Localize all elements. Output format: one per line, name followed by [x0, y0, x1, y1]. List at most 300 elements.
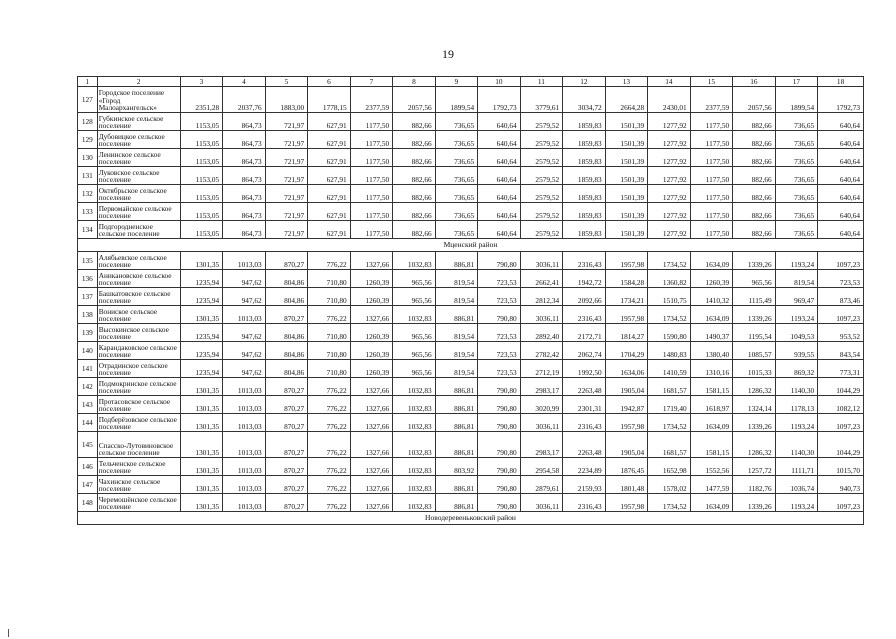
value-cell: 2712,19	[520, 360, 563, 378]
settlement-name: Алябьевское сельское поселение	[97, 252, 180, 270]
value-cell: 3034,72	[563, 87, 606, 113]
value-cell: 736,65	[775, 113, 818, 131]
row-number: 145	[78, 432, 98, 458]
header-cell: 8	[393, 77, 436, 87]
value-cell: 3036,11	[520, 306, 563, 324]
value-cell: 819,54	[435, 342, 478, 360]
value-cell: 1277,92	[648, 113, 691, 131]
section-row	[78, 239, 864, 252]
value-cell: 1013,03	[223, 306, 266, 324]
value-cell: 2579,52	[520, 167, 563, 185]
value-cell: 1301,35	[180, 414, 223, 432]
value-cell: 947,62	[223, 270, 266, 288]
value-cell: 1410,32	[690, 288, 733, 306]
value-cell: 819,54	[435, 288, 478, 306]
value-cell: 1859,83	[563, 185, 606, 203]
value-cell: 2263,48	[563, 378, 606, 396]
value-cell: 1177,50	[350, 149, 393, 167]
value-cell: 3779,61	[520, 87, 563, 113]
value-cell: 736,65	[435, 113, 478, 131]
value-cell: 2377,59	[350, 87, 393, 113]
value-cell: 1301,35	[180, 458, 223, 476]
value-cell: 640,64	[818, 221, 864, 239]
value-cell: 882,66	[733, 167, 776, 185]
value-cell: 1044,29	[818, 432, 864, 458]
value-cell: 710,80	[308, 342, 351, 360]
value-cell: 969,47	[775, 288, 818, 306]
value-cell: 1581,15	[690, 378, 733, 396]
value-cell: 1032,83	[393, 378, 436, 396]
value-cell: 843,54	[818, 342, 864, 360]
value-cell: 1590,80	[648, 324, 691, 342]
value-cell: 870,27	[265, 458, 308, 476]
value-cell: 804,86	[265, 288, 308, 306]
value-cell: 723,53	[478, 288, 521, 306]
page-number: 19	[442, 47, 454, 61]
value-cell: 1634,09	[690, 252, 733, 270]
value-cell: 886,81	[435, 476, 478, 494]
settlement-name: Первомайское сельское поселение	[97, 203, 180, 221]
table-row	[78, 306, 864, 324]
value-cell: 882,66	[393, 185, 436, 203]
value-cell: 1013,03	[223, 252, 266, 270]
value-cell: 776,22	[308, 458, 351, 476]
header-cell: 2	[97, 77, 180, 87]
table-row	[78, 458, 864, 476]
value-cell: 1235,94	[180, 324, 223, 342]
value-cell: 1327,66	[350, 306, 393, 324]
row-number: 130	[78, 149, 98, 167]
value-cell: 2159,93	[563, 476, 606, 494]
table-row	[78, 113, 864, 131]
value-cell: 640,64	[818, 167, 864, 185]
value-cell: 776,22	[308, 306, 351, 324]
value-cell: 1260,39	[350, 288, 393, 306]
value-cell: 1634,09	[690, 414, 733, 432]
value-cell: 1277,92	[648, 203, 691, 221]
settlement-name: Ленинское сельское поселение	[97, 149, 180, 167]
value-cell: 1032,83	[393, 414, 436, 432]
header-cell: 12	[563, 77, 606, 87]
value-cell: 1260,39	[350, 324, 393, 342]
value-cell: 947,62	[223, 288, 266, 306]
value-cell: 1044,29	[818, 378, 864, 396]
value-cell: 2316,43	[563, 414, 606, 432]
value-cell: 1581,15	[690, 432, 733, 458]
value-cell: 804,86	[265, 342, 308, 360]
value-cell: 640,64	[478, 203, 521, 221]
settlement-name: Спасско-Лутовиновское сельское поселение	[97, 432, 180, 458]
value-cell: 1260,39	[350, 360, 393, 378]
value-cell: 1957,98	[605, 414, 648, 432]
value-cell: 870,27	[265, 432, 308, 458]
value-cell: 1360,82	[648, 270, 691, 288]
value-cell: 1260,39	[350, 342, 393, 360]
value-cell: 2954,58	[520, 458, 563, 476]
value-cell: 640,64	[818, 131, 864, 149]
value-cell: 721,97	[265, 113, 308, 131]
row-number: 142	[78, 378, 98, 396]
value-cell: 1015,70	[818, 458, 864, 476]
table-row	[78, 360, 864, 378]
settlement-name: Чахинское сельское поселение	[97, 476, 180, 494]
value-cell: 1032,83	[393, 432, 436, 458]
value-cell: 1957,98	[605, 306, 648, 324]
header-cell: 4	[223, 77, 266, 87]
value-cell: 882,66	[733, 149, 776, 167]
row-number: 141	[78, 360, 98, 378]
value-cell: 1634,06	[605, 360, 648, 378]
value-cell: 1957,98	[605, 494, 648, 512]
value-cell: 773,31	[818, 360, 864, 378]
value-cell: 1032,83	[393, 494, 436, 512]
value-cell: 1477,59	[690, 476, 733, 494]
value-cell: 1652,98	[648, 458, 691, 476]
value-cell: 2316,43	[563, 252, 606, 270]
table-row	[78, 342, 864, 360]
value-cell: 721,97	[265, 221, 308, 239]
value-cell: 1177,50	[690, 131, 733, 149]
value-cell: 721,97	[265, 203, 308, 221]
value-cell: 869,32	[775, 360, 818, 378]
value-cell: 864,73	[223, 149, 266, 167]
value-cell: 1177,50	[690, 167, 733, 185]
row-number: 133	[78, 203, 98, 221]
settlement-name: Черемошёнское сельское поселение	[97, 494, 180, 512]
value-cell: 1734,52	[648, 252, 691, 270]
value-cell: 882,66	[393, 113, 436, 131]
value-cell: 2812,34	[520, 288, 563, 306]
value-cell: 1013,03	[223, 494, 266, 512]
value-cell: 1277,92	[648, 185, 691, 203]
value-cell: 736,65	[775, 167, 818, 185]
value-cell: 1327,66	[350, 494, 393, 512]
value-cell: 790,80	[478, 306, 521, 324]
value-cell: 870,27	[265, 476, 308, 494]
value-cell: 2057,56	[393, 87, 436, 113]
value-cell: 1859,83	[563, 167, 606, 185]
value-cell: 1177,50	[690, 113, 733, 131]
settlement-name: Высокинское сельское поселение	[97, 324, 180, 342]
value-cell: 1049,53	[775, 324, 818, 342]
value-cell: 1013,03	[223, 378, 266, 396]
value-cell: 776,22	[308, 414, 351, 432]
value-cell: 1301,35	[180, 252, 223, 270]
value-cell: 721,97	[265, 185, 308, 203]
table-row	[78, 252, 864, 270]
row-number: 137	[78, 288, 98, 306]
table-row	[78, 432, 864, 458]
value-cell: 1085,57	[733, 342, 776, 360]
row-number: 128	[78, 113, 98, 131]
value-cell: 1235,94	[180, 288, 223, 306]
value-cell: 736,65	[435, 203, 478, 221]
table-row	[78, 149, 864, 167]
value-cell: 1277,92	[648, 131, 691, 149]
value-cell: 627,91	[308, 203, 351, 221]
settlement-name: Городское поселение «Город Малоархангельск»	[97, 87, 180, 113]
value-cell: 1013,03	[223, 458, 266, 476]
value-cell: 776,22	[308, 476, 351, 494]
value-cell: 819,54	[435, 324, 478, 342]
value-cell: 1859,83	[563, 113, 606, 131]
value-cell: 864,73	[223, 221, 266, 239]
value-cell: 1235,94	[180, 270, 223, 288]
value-cell: 640,64	[818, 203, 864, 221]
value-cell: 1082,12	[818, 396, 864, 414]
value-cell: 1327,66	[350, 378, 393, 396]
value-cell: 2377,59	[690, 87, 733, 113]
value-cell: 870,27	[265, 306, 308, 324]
value-cell: 1153,05	[180, 221, 223, 239]
table-row	[78, 185, 864, 203]
row-number: 148	[78, 494, 98, 512]
table-row	[78, 203, 864, 221]
value-cell: 1177,50	[690, 149, 733, 167]
value-cell: 1193,24	[775, 252, 818, 270]
value-cell: 870,27	[265, 252, 308, 270]
row-number: 129	[78, 131, 98, 149]
value-cell: 1286,32	[733, 378, 776, 396]
section-title: Новодеревеньковский район	[78, 512, 864, 525]
value-cell: 776,22	[308, 396, 351, 414]
value-cell: 1734,52	[648, 494, 691, 512]
value-cell: 965,56	[393, 324, 436, 342]
value-cell: 790,80	[478, 432, 521, 458]
settlement-name: Губкинское сельское поселение	[97, 113, 180, 131]
section-row	[78, 512, 864, 525]
value-cell: 882,66	[393, 149, 436, 167]
value-cell: 2579,52	[520, 131, 563, 149]
header-cell: 9	[435, 77, 478, 87]
value-cell: 2062,74	[563, 342, 606, 360]
settlement-name: Башкатовское сельское поселение	[97, 288, 180, 306]
header-cell: 15	[690, 77, 733, 87]
row-number: 127	[78, 87, 98, 113]
value-cell: 886,81	[435, 252, 478, 270]
value-cell: 790,80	[478, 494, 521, 512]
value-cell: 1032,83	[393, 252, 436, 270]
table-row	[78, 270, 864, 288]
value-cell: 1859,83	[563, 203, 606, 221]
table-row	[78, 378, 864, 396]
value-cell: 1327,66	[350, 458, 393, 476]
value-cell: 1859,83	[563, 221, 606, 239]
value-cell: 776,22	[308, 494, 351, 512]
value-cell: 1301,35	[180, 432, 223, 458]
settlement-name: Протасовское сельское поселение	[97, 396, 180, 414]
value-cell: 736,65	[435, 167, 478, 185]
value-cell: 1501,39	[605, 113, 648, 131]
value-cell: 790,80	[478, 252, 521, 270]
value-cell: 1140,30	[775, 378, 818, 396]
value-cell: 640,64	[478, 167, 521, 185]
value-cell: 870,27	[265, 494, 308, 512]
settlement-name: Дубовицкое сельское поселение	[97, 131, 180, 149]
value-cell: 1177,50	[690, 185, 733, 203]
row-number: 140	[78, 342, 98, 360]
table-row	[78, 324, 864, 342]
value-cell: 1584,28	[605, 270, 648, 288]
value-cell: 1876,45	[605, 458, 648, 476]
value-cell: 2664,28	[605, 87, 648, 113]
value-cell: 1719,40	[648, 396, 691, 414]
value-cell: 1032,83	[393, 396, 436, 414]
value-cell: 1277,92	[648, 167, 691, 185]
value-cell: 965,56	[733, 270, 776, 288]
value-cell: 1015,33	[733, 360, 776, 378]
value-cell: 1734,21	[605, 288, 648, 306]
tariff-table	[77, 76, 864, 525]
row-number: 146	[78, 458, 98, 476]
value-cell: 710,80	[308, 270, 351, 288]
value-cell: 1552,56	[690, 458, 733, 476]
settlement-name: Подмокринское сельское поселение	[97, 378, 180, 396]
value-cell: 640,64	[478, 113, 521, 131]
value-cell: 640,64	[818, 149, 864, 167]
value-cell: 882,66	[393, 221, 436, 239]
value-cell: 1501,39	[605, 221, 648, 239]
value-cell: 710,80	[308, 360, 351, 378]
value-cell: 882,66	[393, 203, 436, 221]
value-cell: 723,53	[478, 270, 521, 288]
value-cell: 1177,50	[350, 203, 393, 221]
value-cell: 1182,76	[733, 476, 776, 494]
table-row	[78, 396, 864, 414]
settlement-name: Подгородненское сельское поселение	[97, 221, 180, 239]
value-cell: 1301,35	[180, 378, 223, 396]
value-cell: 1327,66	[350, 432, 393, 458]
value-cell: 2579,52	[520, 185, 563, 203]
value-cell: 1324,14	[733, 396, 776, 414]
header-cell: 18	[818, 77, 864, 87]
value-cell: 1153,05	[180, 149, 223, 167]
value-cell: 886,81	[435, 432, 478, 458]
value-cell: 1153,05	[180, 131, 223, 149]
value-cell: 736,65	[435, 221, 478, 239]
value-cell: 1153,05	[180, 185, 223, 203]
value-cell: 1178,13	[775, 396, 818, 414]
value-cell: 1301,35	[180, 476, 223, 494]
value-cell: 2316,43	[563, 306, 606, 324]
value-cell: 864,73	[223, 113, 266, 131]
value-cell: 2037,76	[223, 87, 266, 113]
value-cell: 1578,02	[648, 476, 691, 494]
value-cell: 1177,50	[350, 113, 393, 131]
value-cell: 873,46	[818, 288, 864, 306]
header-cell: 13	[605, 77, 648, 87]
value-cell: 2301,31	[563, 396, 606, 414]
settlement-name: Аникановское сельское поселение	[97, 270, 180, 288]
row-number: 144	[78, 414, 98, 432]
value-cell: 1501,39	[605, 185, 648, 203]
value-cell: 886,81	[435, 414, 478, 432]
value-cell: 627,91	[308, 167, 351, 185]
value-cell: 2983,17	[520, 432, 563, 458]
table-header-row	[78, 77, 864, 87]
value-cell: 2263,48	[563, 432, 606, 458]
value-cell: 1097,23	[818, 306, 864, 324]
value-cell: 947,62	[223, 324, 266, 342]
row-number: 132	[78, 185, 98, 203]
value-cell: 790,80	[478, 476, 521, 494]
value-cell: 1177,50	[350, 185, 393, 203]
value-cell: 2092,66	[563, 288, 606, 306]
value-cell: 2879,61	[520, 476, 563, 494]
value-cell: 1193,24	[775, 414, 818, 432]
value-cell: 1380,40	[690, 342, 733, 360]
value-cell: 870,27	[265, 396, 308, 414]
header-cell: 11	[520, 77, 563, 87]
value-cell: 965,56	[393, 270, 436, 288]
value-cell: 886,81	[435, 494, 478, 512]
value-cell: 736,65	[435, 149, 478, 167]
value-cell: 1859,83	[563, 149, 606, 167]
value-cell: 627,91	[308, 149, 351, 167]
value-cell: 864,73	[223, 203, 266, 221]
value-cell: 790,80	[478, 378, 521, 396]
value-cell: 1032,83	[393, 476, 436, 494]
value-cell: 1153,05	[180, 113, 223, 131]
value-cell: 1195,54	[733, 324, 776, 342]
value-cell: 965,56	[393, 342, 436, 360]
value-cell: 1339,26	[733, 414, 776, 432]
value-cell: 2579,52	[520, 113, 563, 131]
value-cell: 819,54	[435, 360, 478, 378]
value-cell: 1801,48	[605, 476, 648, 494]
value-cell: 1734,52	[648, 306, 691, 324]
value-cell: 1942,72	[563, 270, 606, 288]
value-cell: 2579,52	[520, 221, 563, 239]
value-cell: 640,64	[478, 131, 521, 149]
header-cell: 7	[350, 77, 393, 87]
value-cell: 1177,50	[350, 131, 393, 149]
value-cell: 627,91	[308, 131, 351, 149]
value-cell: 723,53	[478, 342, 521, 360]
value-cell: 1490,37	[690, 324, 733, 342]
value-cell: 1177,50	[690, 203, 733, 221]
value-cell: 1942,87	[605, 396, 648, 414]
value-cell: 790,80	[478, 396, 521, 414]
value-cell: 819,54	[435, 270, 478, 288]
value-cell: 947,62	[223, 342, 266, 360]
value-cell: 1193,24	[775, 494, 818, 512]
value-cell: 882,66	[733, 113, 776, 131]
scan-mark	[8, 629, 9, 637]
value-cell: 1032,83	[393, 306, 436, 324]
value-cell: 1792,73	[478, 87, 521, 113]
value-cell: 640,64	[818, 113, 864, 131]
value-cell: 1327,66	[350, 414, 393, 432]
value-cell: 1277,92	[648, 149, 691, 167]
value-cell: 1013,03	[223, 414, 266, 432]
value-cell: 1859,83	[563, 131, 606, 149]
value-cell: 723,53	[818, 270, 864, 288]
value-cell: 1501,39	[605, 167, 648, 185]
header-cell: 1	[78, 77, 98, 87]
value-cell: 1153,05	[180, 167, 223, 185]
value-cell: 804,86	[265, 360, 308, 378]
value-cell: 790,80	[478, 458, 521, 476]
value-cell: 1115,49	[733, 288, 776, 306]
value-cell: 1286,32	[733, 432, 776, 458]
table-row	[78, 221, 864, 239]
value-cell: 1704,29	[605, 342, 648, 360]
value-cell: 1257,72	[733, 458, 776, 476]
value-cell: 1681,57	[648, 378, 691, 396]
section-title: Мценский район	[78, 239, 864, 252]
value-cell: 2782,42	[520, 342, 563, 360]
